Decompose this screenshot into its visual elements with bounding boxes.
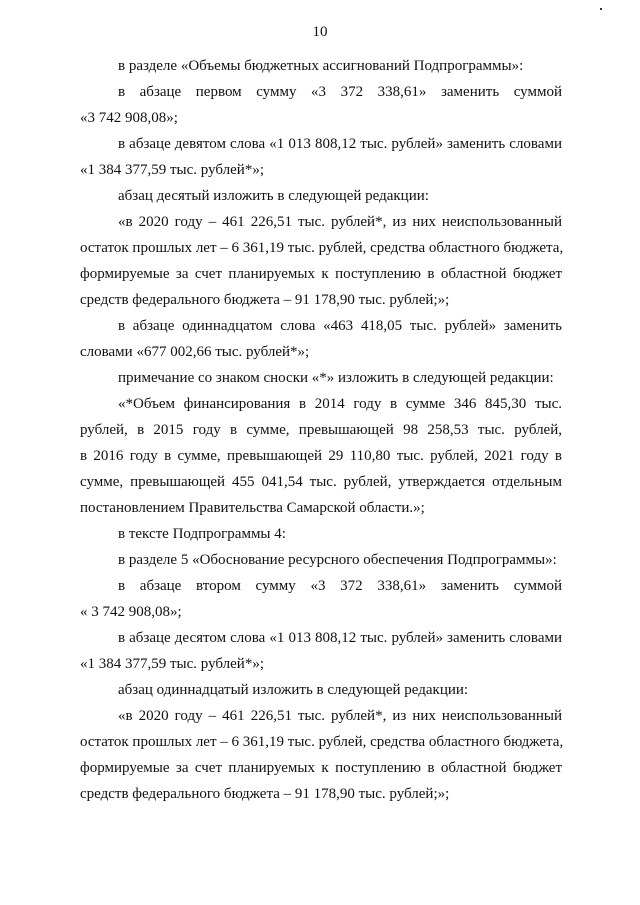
text-line: словами «677 002,66 тыс. рублей*»; xyxy=(80,344,310,360)
text-line: в абзаце втором сумму «3 372 338,61» заменить суммой xyxy=(118,578,562,594)
document-body xyxy=(80,53,562,807)
text-line: сумме, превышающей 455 041,54 тыс. рублей, утверждается отдельным xyxy=(80,474,562,490)
text-line: в абзаце девятом слова «1 013 808,12 тыс. рублей» заменить словами xyxy=(118,136,562,152)
text-line: «1 384 377,59 тыс. рублей*»; xyxy=(80,656,264,672)
text-line: остаток прошлых лет – 6 361,19 тыс. рублей, средства областного бюджета, xyxy=(80,240,564,256)
text-line: в абзаце первом сумму «3 372 338,61» заменить суммой xyxy=(118,84,562,100)
text-line: «в 2020 году – 461 226,51 тыс. рублей*, из них неиспользованный xyxy=(118,708,562,724)
text-line: « 3 742 908,08»; xyxy=(80,604,182,620)
text-line: формируемые за счет планируемых к поступлению в областной бюджет xyxy=(80,266,562,282)
page-number: 10 xyxy=(312,24,328,40)
text-line: в абзаце десятом слова «1 013 808,12 тыс. рублей» заменить словами xyxy=(118,630,562,646)
text-line: в разделе «Объемы бюджетных ассигнований Подпрограммы»: xyxy=(118,58,524,74)
text-line: средств федерального бюджета – 91 178,90 тыс. рублей;»; xyxy=(80,292,450,308)
text-line: «*Объем финансирования в 2014 году в сумме 346 845,30 тыс. xyxy=(118,396,562,412)
text-line: «1 384 377,59 тыс. рублей*»; xyxy=(80,162,264,178)
text-line: в абзаце одиннадцатом слова «463 418,05 тыс. рублей» заменить xyxy=(118,318,562,334)
text-line: абзац десятый изложить в следующей редакции: xyxy=(118,188,429,204)
text-line: в разделе 5 «Обоснование ресурсного обеспечения Подпрограммы»: xyxy=(118,552,557,568)
text-line: постановлением Правительства Самарской области.»; xyxy=(80,500,425,516)
text-line: «3 742 908,08»; xyxy=(80,110,178,126)
text-line: примечание со знаком сноски «*» изложить в следующей редакции: xyxy=(118,370,554,386)
text-line: средств федерального бюджета – 91 178,90 тыс. рублей;»; xyxy=(80,786,450,802)
text-line: в 2016 году в сумме, превышающей 29 110,80 тыс. рублей, 2021 году в xyxy=(80,448,562,464)
scan-speck xyxy=(600,8,602,10)
text-line: в тексте Подпрограммы 4: xyxy=(118,526,286,542)
text-line: формируемые за счет планируемых к поступлению в областной бюджет xyxy=(80,760,562,776)
text-line: остаток прошлых лет – 6 361,19 тыс. рублей, средства областного бюджета, xyxy=(80,734,564,750)
text-line: «в 2020 году – 461 226,51 тыс. рублей*, из них неиспользованный xyxy=(118,214,562,230)
text-line: абзац одиннадцатый изложить в следующей редакции: xyxy=(118,682,469,698)
text-line: рублей, в 2015 году в сумме, превышающей 98 258,53 тыс. рублей, xyxy=(80,422,562,438)
